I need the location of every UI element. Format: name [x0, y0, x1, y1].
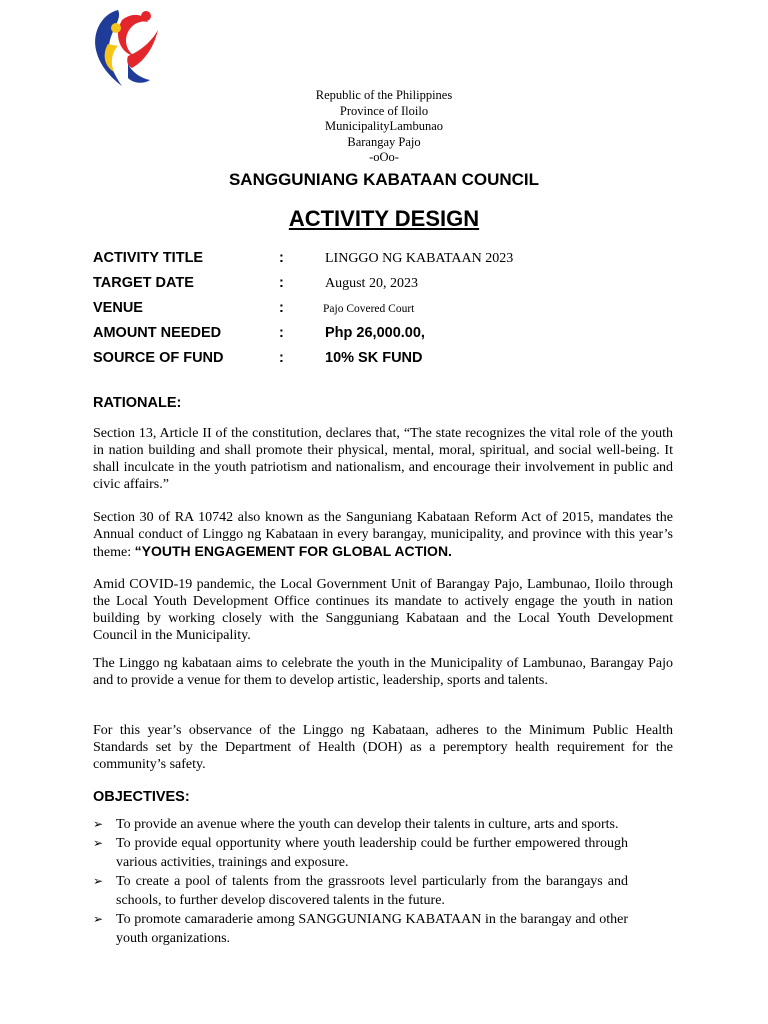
- bullet-arrow-icon: ➢: [93, 817, 104, 831]
- theme-text: “YOUTH ENGAGEMENT FOR GLOBAL ACTION.: [134, 543, 452, 559]
- info-row-venue: [93, 300, 693, 320]
- info-value: August 20, 2023: [325, 276, 418, 291]
- info-label: TARGET DATE: [93, 275, 194, 291]
- rationale-paragraph-1: Section 13, Article II of the constitution, declares that, “The state recognizes the vital role of the youth in nation building and shall promote their physical, mental, moral, spiritual, and social well-being. It shall inculcate in the youth patriotism and nationalism, and encourage their involvement in public and civic affairs.”: [93, 426, 673, 492]
- info-colon: :: [279, 275, 284, 291]
- info-row-target-date: [93, 275, 693, 295]
- info-label: VENUE: [93, 300, 143, 316]
- info-colon: :: [279, 300, 284, 316]
- info-row-amount-needed: [93, 325, 693, 345]
- info-label: ACTIVITY TITLE: [93, 250, 204, 266]
- objective-text: To create a pool of talents from the grassroots level particularly from the barangays and schools, to further develop discovered talents in the future.: [116, 874, 628, 908]
- objective-text: To provide equal opportunity where youth leadership could be further empowered through various activities, trainings and exposure.: [116, 836, 628, 870]
- objectives-list: [93, 815, 673, 948]
- info-value: LINGGO NG KABATAAN 2023: [325, 251, 514, 266]
- rationale-heading: RATIONALE:: [93, 395, 182, 411]
- header-line-separator: -oOo-: [369, 150, 399, 164]
- document-header: [0, 88, 768, 166]
- sk-logo: [88, 6, 164, 88]
- list-item: [93, 872, 673, 910]
- list-item: [93, 834, 673, 872]
- bullet-arrow-icon: ➢: [93, 912, 104, 926]
- header-line-republic: Republic of the Philippines: [315, 88, 453, 102]
- info-value: Pajo Covered Court: [323, 303, 415, 315]
- objective-text: To provide an avenue where the youth can develop their talents in culture, arts and sports.: [116, 817, 619, 832]
- bullet-arrow-icon: ➢: [93, 836, 104, 850]
- info-row-source-of-fund: [93, 350, 693, 370]
- rationale-paragraph-5: For this year’s observance of the Linggo ng Kabataan, adheres to the Minimum Public Health Standards set by the Department of Health (DOH) as a peremptory health requirement for the community’s safety.: [93, 723, 673, 772]
- info-colon: :: [279, 350, 284, 366]
- document-title: ACTIVITY DESIGN: [288, 206, 480, 231]
- bullet-arrow-icon: ➢: [93, 874, 104, 888]
- objectives-heading: OBJECTIVES:: [93, 789, 190, 805]
- header-line-province: Province of Iloilo: [339, 103, 429, 118]
- rationale-paragraph-4: The Linggo ng kabataan aims to celebrate the youth in the Municipality of Lambunao, Barangay Pajo and to provide a venue for them to develop artistic, leadership, sports and talents.: [93, 656, 673, 688]
- header-line-municipality: MunicipalityLambunao: [324, 119, 444, 133]
- objective-text: To promote camaraderie among SANGGUNIANG KABATAAN in the barangay and other youth organizations.: [116, 912, 628, 946]
- info-value: 10% SK FUND: [325, 350, 423, 366]
- info-value: Php 26,000.00,: [325, 325, 425, 341]
- rationale-paragraph-2: [93, 509, 673, 561]
- rationale-paragraph-2-text: Section 30 of RA 10742 also known as the Sanguniang Kabataan Reform Act of 2015, mandates the Annual conduct of Linggo ng Kabataan in every barangay, municipality, and province with this year’s theme:: [93, 510, 673, 560]
- list-item: [93, 910, 673, 948]
- info-label: SOURCE OF FUND: [93, 350, 224, 366]
- info-row-activity-title: [93, 250, 693, 270]
- council-title: SANGGUNIANG KABATAAN COUNCIL: [228, 170, 540, 189]
- header-line-barangay: Barangay Pajo: [347, 134, 421, 149]
- info-label: AMOUNT NEEDED: [93, 325, 222, 341]
- info-colon: :: [279, 250, 284, 266]
- list-item: [93, 815, 673, 834]
- info-colon: :: [279, 325, 284, 341]
- rationale-paragraph-3: Amid COVID-19 pandemic, the Local Government Unit of Barangay Pajo, Lambunao, Iloilo through the Local Youth Development Office continues its mandate to actively engage the youth in nation building by working closely with the Sangguniang Kabataan and the Local Youth Development Council in the Municipality.: [93, 577, 673, 643]
